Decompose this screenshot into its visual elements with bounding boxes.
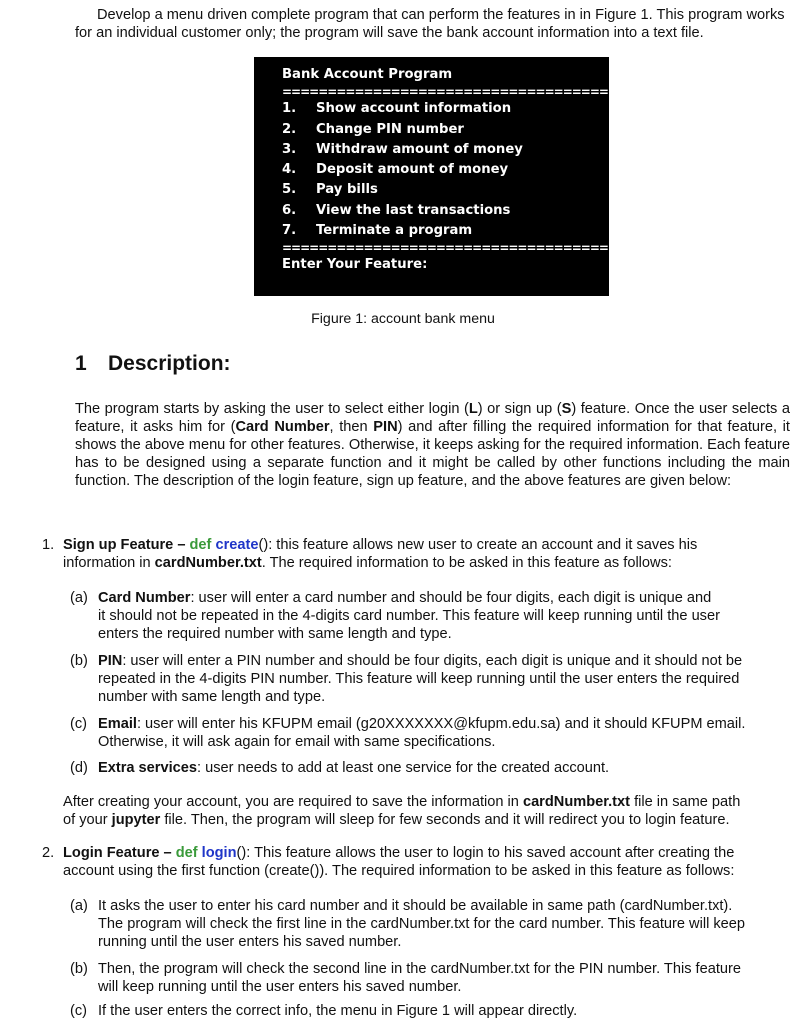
signup-title: Sign up Feature – xyxy=(63,537,190,553)
menu-prompt: Enter Your Feature: xyxy=(282,257,428,273)
after-file: cardNumber.txt xyxy=(522,794,631,810)
item-line: running until the user enters his saved number. xyxy=(98,934,402,950)
desc-bold-pin: PIN xyxy=(373,419,398,435)
signup-item-a xyxy=(70,589,790,643)
signup-item-c xyxy=(70,715,790,751)
login-item-c xyxy=(70,1002,790,1020)
intro-paragraph xyxy=(75,6,790,42)
desc-text: , then xyxy=(329,419,374,435)
signup-rest-2b: . The required information to be asked in this feature as follows: xyxy=(261,555,672,571)
item-label: (c) xyxy=(70,716,88,732)
menu-item xyxy=(282,140,609,160)
signup-func-name: create xyxy=(215,537,259,553)
signup-number: 1. xyxy=(42,537,55,553)
item-line: will keep running until the user enters his saved number. xyxy=(98,979,462,995)
section-heading xyxy=(75,352,231,376)
menu-item xyxy=(282,99,609,119)
signup-file: cardNumber.txt xyxy=(154,555,262,571)
item-line: it should not be repeated in the 4-digits card number. This feature will keep running until the user xyxy=(98,608,720,624)
after-text: file in same path xyxy=(630,794,741,810)
intro-line-2: for an individual customer only; the program will save the bank account information into a text file. xyxy=(75,25,704,41)
desc-text: ) and after filling the required information for that feature, it shows the above menu for other features. Otherwise, it keeps asking for the required information. Each feature has to be designed using a separate function and it might be called by other functions including the main function. The description of the login feature, sign up feature, and the above features are given below: xyxy=(75,419,790,489)
desc-bold-card: Card Number xyxy=(235,419,330,435)
login-rest-2: account using the first function (create()). The required information to be asked in this feature as follows: xyxy=(63,863,735,879)
signup-feature-heading xyxy=(42,536,792,572)
menu-item-label: Terminate a program xyxy=(316,223,473,239)
menu-item xyxy=(282,180,609,200)
section-title: Description: xyxy=(108,352,231,375)
item-line: It asks the user to enter his card number and it should be available in same path (cardNumber.txt). xyxy=(98,898,733,914)
menu-item-label: Deposit amount of money xyxy=(316,162,509,178)
item-line: enters the required number with same length and type. xyxy=(98,626,452,642)
item-line: repeated in the 4-digits PIN number. This feature will keep running until the user enters the required xyxy=(98,671,740,687)
login-feature-heading xyxy=(42,844,792,880)
item-line: If the user enters the correct info, the menu in Figure 1 will appear directly. xyxy=(98,1003,578,1019)
menu-item-number: 4. xyxy=(282,162,297,178)
item-line: Otherwise, it will ask again for email with same specifications. xyxy=(98,734,496,750)
menu-item-number: 7. xyxy=(282,223,297,239)
item-label: (c) xyxy=(70,1003,88,1019)
desc-bold-l: L xyxy=(468,401,478,417)
menu-item-label: Change PIN number xyxy=(316,121,464,137)
menu-item xyxy=(282,201,609,221)
desc-text: The program starts by asking the user to select either login ( xyxy=(75,401,469,417)
login-title: Login Feature – xyxy=(63,845,176,861)
menu-item xyxy=(282,221,609,241)
menu-separator-bottom: ===================================================== xyxy=(282,241,762,256)
menu-item xyxy=(282,120,609,140)
item-key: PIN xyxy=(98,653,123,669)
signup-item-b xyxy=(70,652,790,706)
login-rest-1: (): This feature allows the user to login to his saved account after creating the xyxy=(236,845,735,861)
bank-menu-figure xyxy=(254,57,762,296)
item-label: (d) xyxy=(70,760,88,776)
menu-separator-top: ===================================================== xyxy=(282,85,762,100)
menu-item xyxy=(282,160,609,180)
item-line: : user will enter a card number and should be four digits, each digit is unique and xyxy=(190,590,712,606)
item-line: The program will check the first line in the cardNumber.txt for the card number. This feature will keep xyxy=(98,916,746,932)
menu-title: Bank Account Program xyxy=(282,67,453,82)
menu-item-number: 1. xyxy=(282,101,297,117)
item-label: (b) xyxy=(70,653,88,669)
login-item-b xyxy=(70,960,790,996)
figure-caption: Figure 1: account bank menu xyxy=(311,311,495,327)
menu-item-label: View the last transactions xyxy=(316,202,511,218)
after-text: file. Then, the program will sleep for few seconds and it will redirect you to login feature. xyxy=(160,812,730,828)
item-key: Extra services xyxy=(98,760,197,776)
desc-text: ) or sign up ( xyxy=(477,401,562,417)
after-text: of your xyxy=(63,812,112,828)
item-key: Email xyxy=(98,716,137,732)
item-key: Card Number xyxy=(98,590,191,606)
login-func-name: login xyxy=(201,845,237,861)
item-line: : user needs to add at least one service for the created account. xyxy=(197,760,610,776)
item-line: : user will enter his KFUPM email (g20XXXXXXX@kfupm.edu.sa) and it should KFUPM email. xyxy=(136,716,746,732)
login-number: 2. xyxy=(42,845,55,861)
item-label: (b) xyxy=(70,961,88,977)
item-line: : user will enter a PIN number and should be four digits, each digit is unique and it should not be xyxy=(122,653,743,669)
item-label: (a) xyxy=(70,898,88,914)
menu-item-number: 6. xyxy=(282,202,297,218)
menu-item-label: Show account information xyxy=(316,101,512,117)
item-line: Then, the program will check the second line in the cardNumber.txt for the PIN number. This feature xyxy=(98,961,741,977)
signup-item-d xyxy=(70,759,790,777)
menu-item-label: Withdraw amount of money xyxy=(316,141,523,157)
after-text: After creating your account, you are required to save the information in xyxy=(63,794,523,810)
desc-bold-s: S xyxy=(561,401,572,417)
section-number: 1 xyxy=(75,352,87,375)
menu-item-number: 5. xyxy=(282,182,297,198)
signup-rest-2a: information in xyxy=(63,555,155,571)
signup-def-keyword: def xyxy=(189,537,212,553)
intro-line-1: Develop a menu driven complete program that can perform the features in in Figure 1. This program works xyxy=(97,7,785,23)
menu-item-number: 2. xyxy=(282,121,297,137)
signup-after-paragraph xyxy=(63,793,790,829)
login-def-keyword: def xyxy=(175,845,198,861)
item-label: (a) xyxy=(70,590,88,606)
menu-item-number: 3. xyxy=(282,141,297,157)
menu-item-label: Pay bills xyxy=(316,182,378,198)
login-item-a xyxy=(70,897,790,951)
item-line: number with same length and type. xyxy=(98,689,326,705)
signup-rest-1: (): this feature allows new user to create an account and it saves his xyxy=(258,537,698,553)
desc-text: ) feature. Once the user selects a feature, it asks him for ( xyxy=(75,401,790,435)
description-paragraph xyxy=(75,400,790,490)
after-jupyter: jupyter xyxy=(111,812,161,828)
